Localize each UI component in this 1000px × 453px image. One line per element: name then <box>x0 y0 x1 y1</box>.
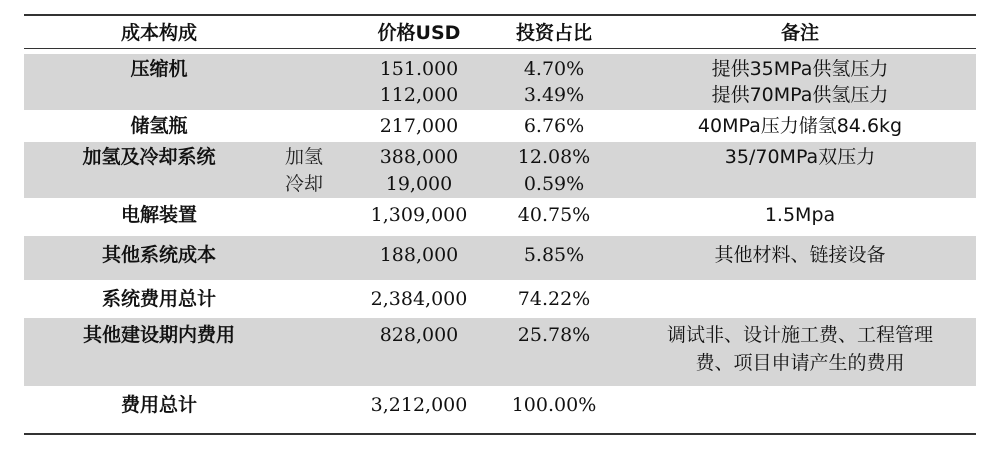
row-price: 217,000 <box>379 115 459 137</box>
row-price: 3,212,000 <box>370 394 468 416</box>
row-name: 其他建设期内费用 <box>82 324 235 346</box>
row-ratio: 5.85% <box>523 244 585 266</box>
row-ratio: 12.08% <box>517 146 591 168</box>
row-ratio: 25.78% <box>517 324 591 346</box>
table-row <box>24 318 976 386</box>
row-price: 188,000 <box>379 244 459 266</box>
header-component: 成本构成 <box>120 22 197 44</box>
row-price: 19,000 <box>385 173 453 195</box>
table-row <box>24 54 976 110</box>
row-remark: 35/70MPa双压力 <box>724 146 876 168</box>
row-ratio: 40.75% <box>517 204 591 226</box>
row-name: 储氢瓶 <box>130 115 188 137</box>
row-name: 系统费用总计 <box>101 288 216 310</box>
row-name: 压缩机 <box>130 58 188 80</box>
table-row <box>24 282 976 316</box>
row-name: 电解装置 <box>120 204 197 226</box>
table-header-rule <box>24 48 976 49</box>
header-remark: 备注 <box>780 22 819 44</box>
header-price: 价格USD <box>377 22 461 44</box>
row-name: 费用总计 <box>120 394 197 416</box>
table-row <box>24 112 976 140</box>
row-price: 151.000 <box>379 58 459 80</box>
row-price: 112,000 <box>379 84 459 106</box>
row-ratio: 6.76% <box>523 115 585 137</box>
row-price: 2,384,000 <box>370 288 468 310</box>
row-name: 加氢及冷却系统 <box>82 146 216 168</box>
row-subname: 冷却 <box>284 173 323 195</box>
row-remark: 费、项目申请产生的费用 <box>695 352 905 374</box>
row-ratio: 100.00% <box>511 394 597 416</box>
row-remark: 40MPa压力储氢84.6kg <box>697 115 903 137</box>
row-remark: 其他材料、链接设备 <box>714 244 886 266</box>
row-remark: 提供35MPa供氢压力 <box>711 58 889 80</box>
row-price: 1,309,000 <box>370 204 468 226</box>
row-remark: 提供70MPa供氢压力 <box>711 84 889 106</box>
row-price: 388,000 <box>379 146 459 168</box>
row-ratio: 3.49% <box>523 84 585 106</box>
row-ratio: 4.70% <box>523 58 585 80</box>
row-ratio: 0.59% <box>523 173 585 195</box>
table-header-row <box>24 14 976 48</box>
table-row <box>24 200 976 234</box>
table-row <box>24 388 976 428</box>
row-name: 其他系统成本 <box>101 244 216 266</box>
row-price: 828,000 <box>379 324 459 346</box>
table-row <box>24 142 976 198</box>
table-row <box>24 236 976 280</box>
row-ratio: 74.22% <box>517 288 591 310</box>
row-remark: 调试非、设计施工费、工程管理 <box>666 324 933 346</box>
row-remark: 1.5Mpa <box>764 204 836 226</box>
table-bottom-rule <box>24 433 976 435</box>
header-ratio: 投资占比 <box>515 22 592 44</box>
row-subname: 加氢 <box>284 146 323 168</box>
